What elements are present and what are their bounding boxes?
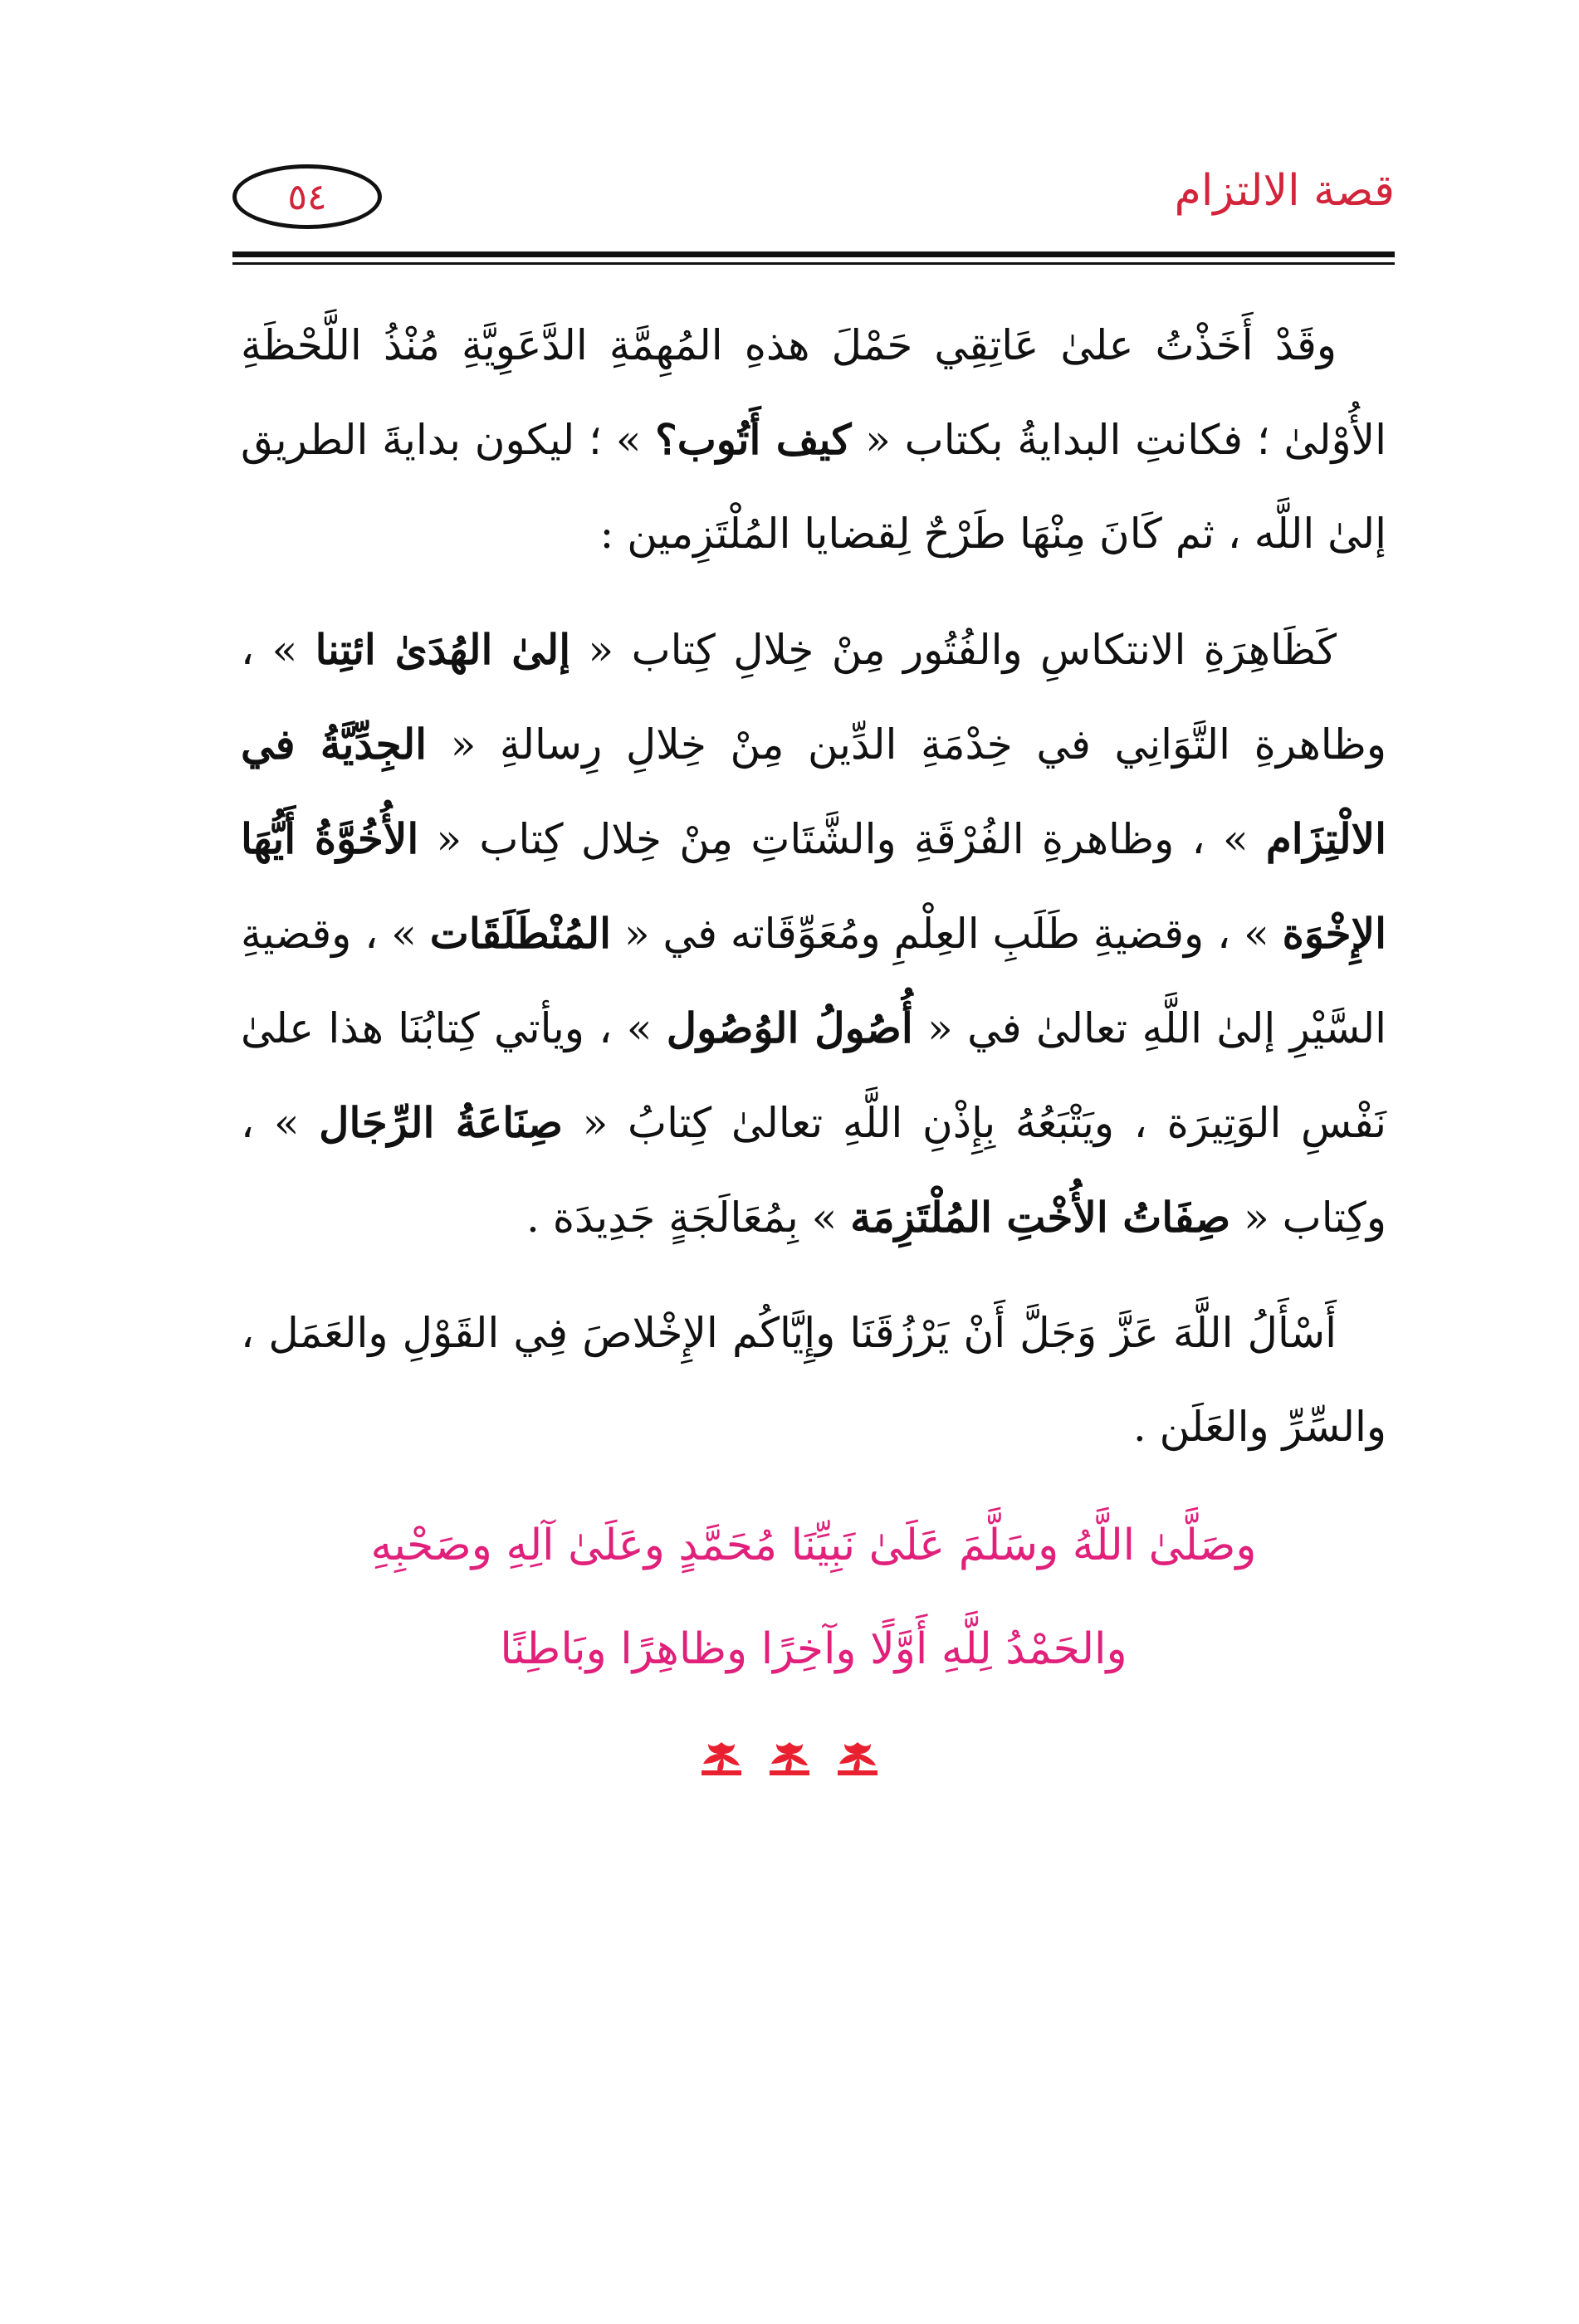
book-title-sifat-alukht: صِفَاتُ الأُخْتِ المُلْتَزِمَة [850, 1193, 1231, 1242]
floral-ornament-icon [834, 1739, 881, 1779]
book-title-alukhuwwa: الأُخُوَّةُ أَيُّهَا الإِخْوَة [241, 814, 1386, 958]
page-number: ٥٤ [287, 175, 327, 218]
page-number-oval [232, 164, 382, 229]
closing-line-2: والحَمْدُ لِلَّهِ أَوَّلًا وآخِرًا وظاهِرًا وبَاطِنًا [500, 1624, 1127, 1674]
p2-text-8: » بِمُعَالَجَةٍ جَدِيدَة . [526, 1194, 851, 1242]
p2-text-4: » ، وقضيةِ طَلَبِ العِلْمِ ومُعَوِّقَاته في « [611, 910, 1283, 958]
closing-line-1: وصَلَّىٰ اللَّهُ وسَلَّمَ عَلَىٰ نَبِيِّنَا مُحَمَّدٍ وعَلَىٰ آلِهِ وصَحْبِهِ [370, 1521, 1257, 1570]
paragraph-2 [241, 603, 1386, 1265]
book-title-usul-alwusul: أُصُولُ الوُصُول [666, 1003, 913, 1052]
paragraph-1 [241, 299, 1386, 581]
p1-text-2: » ؛ ليكون بدايةَ الطريق إلىٰ اللَّه ، ثم كَانَ مِنْهَا طَرْحٌ لِقضايا المُلْتَزِمين : [241, 416, 1386, 558]
p2-text-1: كَظَاهِرَةِ الانتكاسِ والفُتُور مِنْ خِلالِ كِتاب « [570, 626, 1337, 674]
p2-text-7: » ، وكِتاب « [241, 1099, 1386, 1242]
ornament-row [0, 1739, 1579, 1779]
p3-text-1: أَسْأَلُ اللَّهَ عَزَّ وَجَلَّ أَنْ يَرْزُقَنَا وإِيَّاكُم الإِخْلاصَ فِي القَوْلِ والعَمَل ، والسِّرِّ والعَلَن . [241, 1309, 1386, 1451]
book-title-aljiddiyya: الجِدِّيَّةُ في الالْتِزَام [241, 720, 1386, 863]
floral-ornament-icon [766, 1739, 813, 1779]
closing-prayer [241, 1494, 1386, 1702]
floral-ornament-icon [698, 1739, 745, 1779]
p2-text-6: » ، ويأتي كِتابُنَا هذا علىٰ نَفْسِ الوَتِيرَة ، ويَتْبَعُهُ بِإِذْنِ اللَّهِ تعالىٰ كِتابُ « [241, 1004, 1387, 1147]
book-title-kayfa-atub: كيف أَتُوب؟ [655, 415, 852, 464]
p2-text-5: » ، وقضيةِ السَّيْرِ إلىٰ اللَّهِ تعالىٰ في « [241, 910, 1387, 1052]
p2-text-3: » ، وظاهرةِ الفُرْقَةِ والشَّتَاتِ مِنْ خِلال كِتاب « [418, 815, 1266, 863]
header-rule-thick [232, 251, 1395, 257]
book-title: قصة الالتزام [1174, 166, 1395, 216]
book-title-almuntalaqat: المُنْطَلَقَات [429, 909, 612, 958]
body-text [241, 299, 1386, 1496]
paragraph-3 [241, 1286, 1386, 1474]
book-title-ila-alhuda: إلىٰ الهُدَىٰ ائتِنا [315, 625, 571, 674]
book-title-sinaat-alrijal: صِنَاعَةُ الرِّجَال [319, 1098, 563, 1147]
page-header [232, 149, 1395, 249]
header-rule-thin [232, 262, 1395, 265]
p2-text-2: » ، وظاهرةِ التَّوَانِي في خِدْمَةِ الدِّين مِنْ خِلالِ رِسالةِ « [241, 626, 1386, 769]
p1-text-1: وقَدْ أَخَذْتُ علىٰ عَاتِقِي حَمْلَ هذهِ المُهِمَّةِ الدَّعَوِيَّةِ مُنْذُ اللَّحْظَةِ الأُوْلىٰ ؛ فكانتِ البدايةُ بكتاب « [241, 321, 1386, 464]
